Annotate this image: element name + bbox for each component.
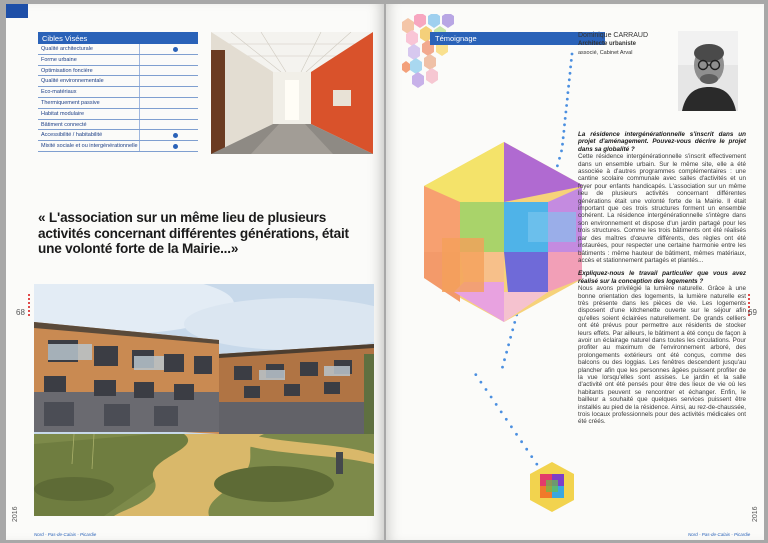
path-dot <box>507 343 510 346</box>
targets-row-label: Qualité environnementale <box>41 78 104 85</box>
path-dot <box>500 411 503 414</box>
path-dot <box>569 66 572 69</box>
targets-row <box>38 141 198 152</box>
corner-tab <box>6 4 28 18</box>
path-dot <box>565 104 568 107</box>
path-dot <box>503 358 506 361</box>
answer-1: Cette résidence intergénérationnelle s'inscrit effectivement dans un ensemble urbain. Sur le même site, elle a été associée à d'autres programmes complémentaires : une cantine scolaire communale avec salles d'activités et un foyer pour enfants handicapés. L'association sur un même lieu de plusieurs activités concernant différentes générations était une volonté forte de la Mairie. Il était important que ces trois structures forment un ensemble cohérent. La résidence intergénérationnelle s'intègre dans son environnement et dispose d'un jardin partagé pour les trois structures. Comme les trois bâtiments ont été réalisés par des maîtres d'œuvre différents, des règles ont été instaurées, pour respecter une certaine harmonie entre les bâtiments : même hauteur de bâtiment, mêmes matériaux, accès et stationnement partagés et plantés... <box>578 153 746 264</box>
targets-row-label: Optimisation foncière <box>41 67 93 74</box>
path-dot <box>569 72 572 75</box>
check-dot-icon <box>173 144 178 149</box>
author-role: Architecte urbaniste <box>578 41 637 47</box>
path-dot <box>563 130 566 133</box>
corridor-image <box>211 32 373 154</box>
path-dot <box>520 440 523 443</box>
question-1: La résidence intergénérationnelle s'inscrit dans un projet d'aménagement. Pouvez-vous décrire le projet dans sa globalité ? <box>578 131 746 153</box>
page-number-left: 68 <box>16 308 25 317</box>
targets-row-label: Eco-matériaux <box>41 89 77 96</box>
targets-table <box>38 32 198 152</box>
footer-left: Nord - Pas-de-Calais - Picardie <box>34 532 97 537</box>
path-dot <box>567 91 570 94</box>
path-dot <box>562 136 565 139</box>
hexagon-artwork <box>402 14 582 514</box>
targets-row <box>38 44 198 55</box>
targets-row-label: Qualité architecturale <box>41 46 93 52</box>
targets-row-label: Bâtiment connecté <box>41 121 87 128</box>
path-dot <box>505 351 508 354</box>
targets-row <box>38 76 198 87</box>
answer-2: Nous avons privilégié la lumière naturelle. Grâce à une bonne orientation des logements, la lumière naturelle est très présente dans les pièces de vie. Les logements disposent d'une kitchenette ouverte sur le séjour afin qu'elles soient éclairées naturellement. De grands celliers ont été prévus pour permettre aux résidents de stocker leurs effets. Par ailleurs, le bâtiment a été conçu de façon à avoir un éclairage naturel dans toutes les circulations. Pour profiter au maximum de l'environnement arboré, des prolongements extérieurs ont été conçus, comme des balcons ou des loggias. Les fenêtres descendent jusqu'au plancher afin que les personnes âgées puissent profiter de la vue lorsqu'elles sont assises. Le jardin et la salle d'activité ont été pensés pour être des lieux de vie où les habitants peuvent se rencontrer et échanger. Enfin, le bailleur a souhaité que quelques services puissent être installés au pied de la résidence. Ainsi, au rez-de-chaussée, trois locaux professionnels pour des activités médicales ont été créés. <box>578 285 746 426</box>
page-dots-left <box>28 294 30 316</box>
path-dot <box>530 455 533 458</box>
author-block <box>578 31 688 58</box>
targets-row <box>38 66 198 77</box>
path-dot <box>509 336 512 339</box>
path-dot <box>565 111 568 114</box>
right-page <box>386 4 764 540</box>
question-2: Expliquez-nous le travail particulier que vous avez réalisé sur la conception des logements ? <box>578 270 746 285</box>
targets-rows <box>38 44 198 152</box>
path-dot <box>490 396 493 399</box>
path-dot <box>513 321 516 324</box>
testimony-label: Témoignage <box>430 32 605 45</box>
targets-row-label: Accessibilité / habitabilité <box>41 132 103 139</box>
path-dot <box>568 78 571 81</box>
path-dot <box>535 463 538 466</box>
pull-quote: « L'association sur un même lieu de plusieurs activités concernant différentes générations, était une volonté forte de la Mairie...» <box>38 210 349 256</box>
year-right: 2016 <box>752 506 759 522</box>
check-dot-icon <box>173 47 178 52</box>
path-dot <box>511 328 514 331</box>
page-number-right: 69 <box>748 308 757 317</box>
corridor-photo <box>211 32 373 154</box>
path-dot <box>495 403 498 406</box>
check-dot-icon <box>173 133 178 138</box>
path-dot <box>485 388 488 391</box>
path-dot <box>563 123 566 126</box>
path-dot <box>515 433 518 436</box>
interview-text <box>578 128 746 426</box>
targets-row <box>38 98 198 109</box>
targets-row-label: Habitat modulaire <box>41 110 85 117</box>
path-dot <box>525 448 528 451</box>
year-left: 2016 <box>12 506 19 522</box>
portrait-image <box>678 31 738 111</box>
path-dot <box>558 157 561 160</box>
targets-row <box>38 87 198 98</box>
path-dot <box>561 143 564 146</box>
path-dot <box>501 366 504 369</box>
path-dot <box>567 85 570 88</box>
targets-title: Cibles Visées <box>38 32 198 44</box>
path-dot <box>556 164 559 167</box>
path-dot <box>480 381 483 384</box>
author-portrait <box>678 31 738 111</box>
path-dot <box>566 98 569 101</box>
path-dot <box>474 373 477 376</box>
path-dot <box>564 117 567 120</box>
path-dot <box>510 425 513 428</box>
left-page <box>6 4 384 540</box>
building-image <box>34 284 374 516</box>
path-dot <box>571 53 574 56</box>
path-dot <box>505 418 508 421</box>
targets-row <box>38 109 198 120</box>
building-photo <box>34 284 374 516</box>
targets-row <box>38 120 198 131</box>
author-org: associé, Cabinet Arval <box>578 50 633 56</box>
targets-row <box>38 55 198 66</box>
targets-row-label: Thermiquement passive <box>41 99 100 106</box>
path-dot <box>560 150 563 153</box>
footer-right: Nord - Pas-de-Calais - Picardie <box>688 532 751 537</box>
targets-row <box>38 130 198 141</box>
targets-row-label: Mixité sociale et ou intergénérationnelle <box>41 143 138 150</box>
author-name: Dominique CARRAUD <box>578 32 649 39</box>
path-dot <box>570 59 573 62</box>
targets-row-label: Forme urbaine <box>41 56 77 63</box>
